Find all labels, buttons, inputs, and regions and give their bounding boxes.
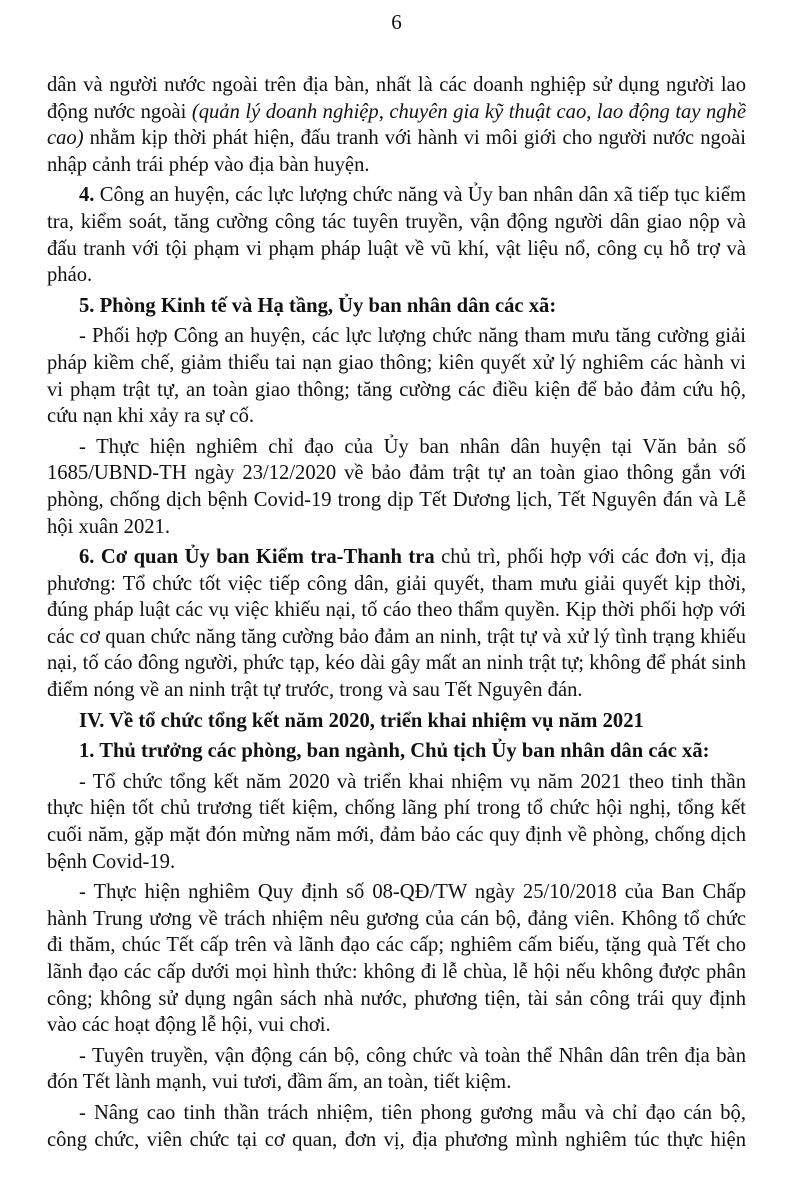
paragraph-item-6 <box>47 544 746 704</box>
paragraph-foreigners-italic-note: (quản lý doanh nghiệp, chuyên gia kỹ thuật cao, lao động tay nghề cao) <box>47 100 746 150</box>
heading-iv-item-1: 1. Thủ trưởng các phòng, ban ngành, Chủ tịch Ủy ban nhân dân các xã: <box>79 740 710 763</box>
paragraph-foreigners-text-c: nhằm kịp thời phát hiện, đấu tranh với hành vi môi giới cho người nước ngoài nhập cảnh trái phép vào địa bàn huyện. <box>47 127 746 176</box>
paragraph-foreigners <box>47 72 746 178</box>
document-body <box>47 72 746 1153</box>
section-heading-iv: IV. Về tổ chức tổng kết năm 2020, triển khai nhiệm vụ năm 2021 <box>79 709 644 732</box>
heading-item-5: 5. Phòng Kinh tế và Hạ tầng, Ủy ban nhân dân các xã: <box>79 294 557 317</box>
paragraph-item-4 <box>47 182 746 288</box>
item-4-text: Công an huyện, các lực lượng chức năng và Ủy ban nhân dân xã tiếp tục kiểm tra, kiểm soát, tăng cường công tác tuyên truyền, vận động người dân giao nộp và đấu tranh với tội phạm vi phạm pháp luật về vũ khí, vật liệu nổ, công cụ hỗ trợ và pháo. <box>47 184 746 287</box>
paragraph-iv-b: - Thực hiện nghiêm Quy định số 08-QĐ/TW ngày 25/10/2018 của Ban Chấp hành Trung ương về trách nhiệm nêu gương của cán bộ, đảng viên. Không tổ chức đi thăm, chúc Tết cấp trên và lãnh đạo các cấp; nghiêm cấm biếu, tặng quà Tết cho lãnh đạo các cấp dưới mọi hình thức: không đi lễ chùa, lễ hội nếu không được phân công; không sử dụng ngân sách nhà nước, phương tiện, tài sản công trái quy định vào các hoạt động lễ hội, vui chơi. <box>47 881 746 1037</box>
paragraph-iv-a: - Tổ chức tổng kết năm 2020 và triển khai nhiệm vụ năm 2021 theo tinh thần thực hiện tốt chủ trương tiết kiệm, chống lãng phí trong tổ chức hội nghị, tổng kết cuối năm, gặp mặt đón mừng năm mới, đảm bảo các quy định về phòng, chống dịch bệnh Covid-19. <box>47 770 746 873</box>
item-6-heading: 6. Cơ quan Ủy ban Kiểm tra-Thanh tra <box>79 546 435 569</box>
paragraph-item-5b: - Thực hiện nghiêm chỉ đạo của Ủy ban nhân dân huyện tại Văn bản số 1685/UBND-TH ngày 23/12/2020 về bảo đảm trật tự an toàn giao thông gắn với phòng, chống dịch bệnh Covid-19 trong dịp Tết Dương lịch, Tết Nguyên đán và Lễ hội xuân 2021. <box>47 435 746 538</box>
paragraph-iv-c: - Tuyên truyền, vận động cán bộ, công chức và toàn thể Nhân dân trên địa bàn đón Tết lành mạnh, vui tươi, đầm ấm, an toàn, tiết kiệm. <box>47 1044 746 1094</box>
paragraph-foreigners-text-a: dân và người nước ngoài trên địa bàn, nhất là các doanh nghiệp sử dụng người lao động nước ngoài <box>47 74 746 123</box>
paragraph-iv-d: - Nâng cao tinh thần trách nhiệm, tiên phong gương mẫu và chỉ đạo cán bộ, công chức, viên chức tại cơ quan, đơn vị, địa phương mình nghiêm túc thực hiện <box>47 1101 746 1151</box>
item-6-text: chủ trì, phối hợp với các đơn vị, địa phương: Tổ chức tốt việc tiếp công dân, giải quyết, tham mưu giải quyết kịp thời, đúng pháp luật các vụ việc khiếu nại, tố cáo theo thẩm quyền. Kịp thời phối hợp với các cơ quan chức năng tăng cường bảo đảm an ninh, trật tự và xử lý tình trạng khiếu nại, tố cáo đông người, phức tạp, kéo dài gây mất an ninh trật tự; không để phát sinh điểm nóng về an ninh trật tự trước, trong và sau Tết Nguyên đán. <box>47 546 746 702</box>
page-number: 6 <box>391 10 402 34</box>
item-4-number: 4. <box>79 184 95 207</box>
paragraph-item-5a: - Phối hợp Công an huyện, các lực lượng chức năng tham mưu tăng cường giải pháp kiềm chế, giảm thiểu tai nạn giao thông; kiên quyết xử lý nghiêm các hành vi vi phạm trật tự, an toàn giao thông; tăng cường các điều kiện để bảo đảm cứu hộ, cứu nạn khi xảy ra sự cố. <box>47 325 746 428</box>
